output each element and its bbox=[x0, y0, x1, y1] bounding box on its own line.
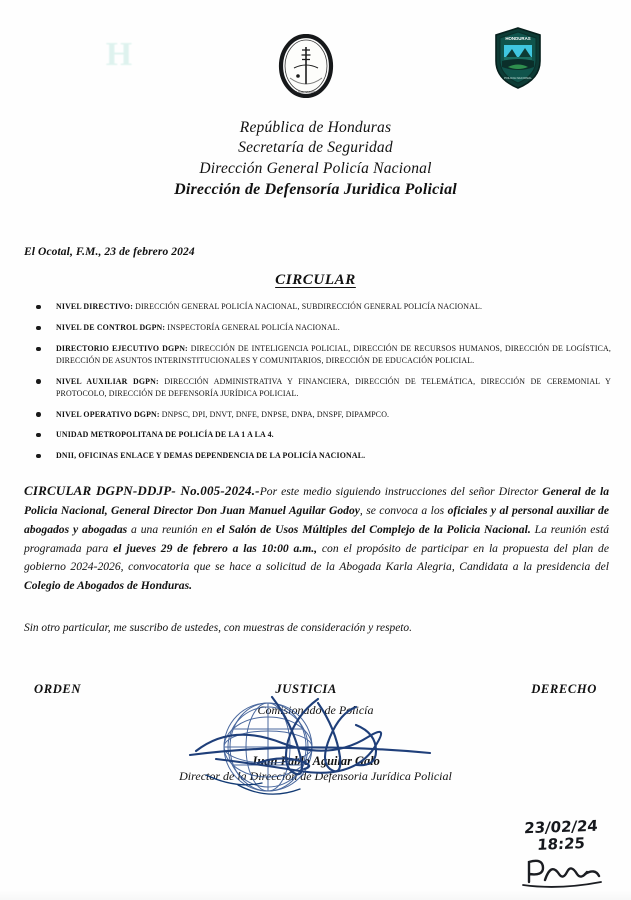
list-item bbox=[34, 376, 611, 400]
handwritten-initials-icon bbox=[515, 856, 607, 888]
header-line-office: Dirección de Defensoría Juridica Policial bbox=[174, 181, 457, 199]
national-seal-icon bbox=[278, 34, 334, 98]
list-item-label: DNII, OFICINAS ENLACE Y DEMAS DEPENDENCIA DE LA POLICÍA NACIONAL. bbox=[56, 451, 366, 461]
header-line-country: República de Honduras bbox=[239, 119, 392, 136]
body-seg-5: a una reunión en bbox=[127, 522, 217, 536]
list-item bbox=[34, 429, 611, 441]
list-item-text: DIRECCIÓN GENERAL POLICÍA NACIONAL, SUBDIRECCIÓN GENERAL POLICÍA NACIONAL. bbox=[133, 302, 483, 312]
list-item-text: DIRECCIÓN DE INTELIGENCIA POLICIAL, DIRECCIÓN DE RECURSOS HUMANOS, DIRECCIÓN DE LOGÍSTICA, DIRECCIÓN DE ASUNTOS INTERINSTITUCIONALES Y COMUNITARIOS, DIRECCIÓN DE EDUCACIÓN POLICIAL. bbox=[56, 344, 611, 366]
svg-text:HONDURAS: HONDURAS bbox=[505, 36, 531, 41]
body-seg-8-datetime: el jueves 29 de febrero a las 10:00 a.m., bbox=[113, 541, 318, 555]
honduras-police-badge-icon bbox=[494, 27, 542, 89]
handwritten-date: 23/02/24 bbox=[523, 816, 599, 837]
body-seg-2-director: General de la Policia Nacional, General Director Don Juan Manuel Aguilar Godoy bbox=[24, 485, 609, 517]
distribution-list bbox=[34, 301, 611, 462]
emblem-row bbox=[0, 0, 631, 100]
signatory-role: Director de la Dirección de Defensoria Jurídica Policial bbox=[179, 768, 452, 783]
body-seg-3: , se convoca a los bbox=[359, 503, 448, 517]
list-item-label: NIVEL AUXILIAR DGPN: bbox=[56, 376, 159, 386]
list-item-label: NIVEL OPERATIVO DGPN: bbox=[56, 409, 160, 419]
handwritten-annotation bbox=[515, 816, 607, 888]
motto-orden: ORDEN bbox=[34, 681, 82, 696]
body-seg-7: La reunión está programada para bbox=[24, 522, 609, 555]
list-item-text: DIRECCIÓN ADMINISTRATIVA Y FINANCIERA, DIRECCIÓN DE TELEMÁTICA, DIRECCIÓN DE CEREMONIAL Y PROTOCOLO, DIRECCIÓN DE DEFENSORÍA JURÍDICA POLICIAL. bbox=[56, 376, 611, 398]
header-line-ministry: Secretaría de Seguridad bbox=[238, 139, 393, 157]
signatory-rank: Comisionado de Policía bbox=[257, 702, 374, 717]
motto-justicia: JUSTICIA bbox=[275, 681, 337, 696]
body-seg-1: Por este medio siguiendo instrucciones del señor Director bbox=[259, 485, 543, 499]
body-seg-10-organization: Colegio de Abogados de Honduras. bbox=[24, 579, 193, 593]
list-item bbox=[34, 343, 611, 367]
header-line-directorate: Dirección General Policía Nacional bbox=[199, 159, 432, 177]
signature-block bbox=[0, 703, 631, 823]
closing-line: Sin otro particular, me suscribo de ustedes, con muestras de consideración y respeto. bbox=[24, 621, 412, 634]
list-item-label: NIVEL DE CONTROL DGPN: bbox=[56, 323, 166, 333]
handwritten-time: 18:25 bbox=[536, 834, 586, 855]
body-seg-4-audience: oficiales y al personal auxiliar de abogados y abogadas bbox=[24, 503, 609, 536]
place-and-date: El Ocotal, F.M., 23 de febrero 2024 bbox=[24, 246, 195, 259]
list-item bbox=[34, 301, 611, 313]
motto-row bbox=[34, 682, 597, 697]
signatory-name: Juan Pablo Aguilar Galo bbox=[251, 753, 380, 768]
list-item bbox=[34, 450, 611, 462]
list-item bbox=[34, 322, 611, 334]
circular-reference-number: CIRCULAR DGPN-DDJP- No.005-2024.- bbox=[24, 483, 260, 499]
motto-derecho: DERECHO bbox=[531, 681, 597, 696]
body-seg-6-venue: el Salón de Usos Múltiples del Complejo de la Policia Nacional. bbox=[216, 522, 531, 536]
watermark-icon: H bbox=[105, 36, 135, 73]
body-seg-9: con el propósito de participar en la propuesta del plan de gobierno 2024-2026, convocatoria que se hace a solicitud de la Abogada Karla Alegria, Candidata a la presidencia del bbox=[24, 541, 609, 574]
svg-text:POLICIA NACIONAL: POLICIA NACIONAL bbox=[292, 90, 320, 94]
list-item-label: NIVEL DIRECTIVO: bbox=[56, 302, 133, 312]
list-item-label: DIRECTORIO EJECUTIVO DGPN: bbox=[56, 344, 188, 354]
list-item-label: UNIDAD METROPOLITANA DE POLICÍA DE LA 1 A LA 4. bbox=[56, 430, 274, 440]
circular-heading: CIRCULAR bbox=[275, 272, 356, 289]
body-paragraph bbox=[24, 480, 609, 596]
document-header-title bbox=[0, 118, 631, 200]
svg-text:POLICIA NACIONAL: POLICIA NACIONAL bbox=[504, 76, 532, 80]
list-item-text: DNPSC, DPI, DNVT, DNFE, DNPSE, DNPA, DNSPF, DIPAMPCO. bbox=[159, 409, 390, 419]
list-item-text: INSPECTORÍA GENERAL POLICÍA NACIONAL. bbox=[165, 323, 340, 333]
list-item bbox=[34, 409, 611, 421]
